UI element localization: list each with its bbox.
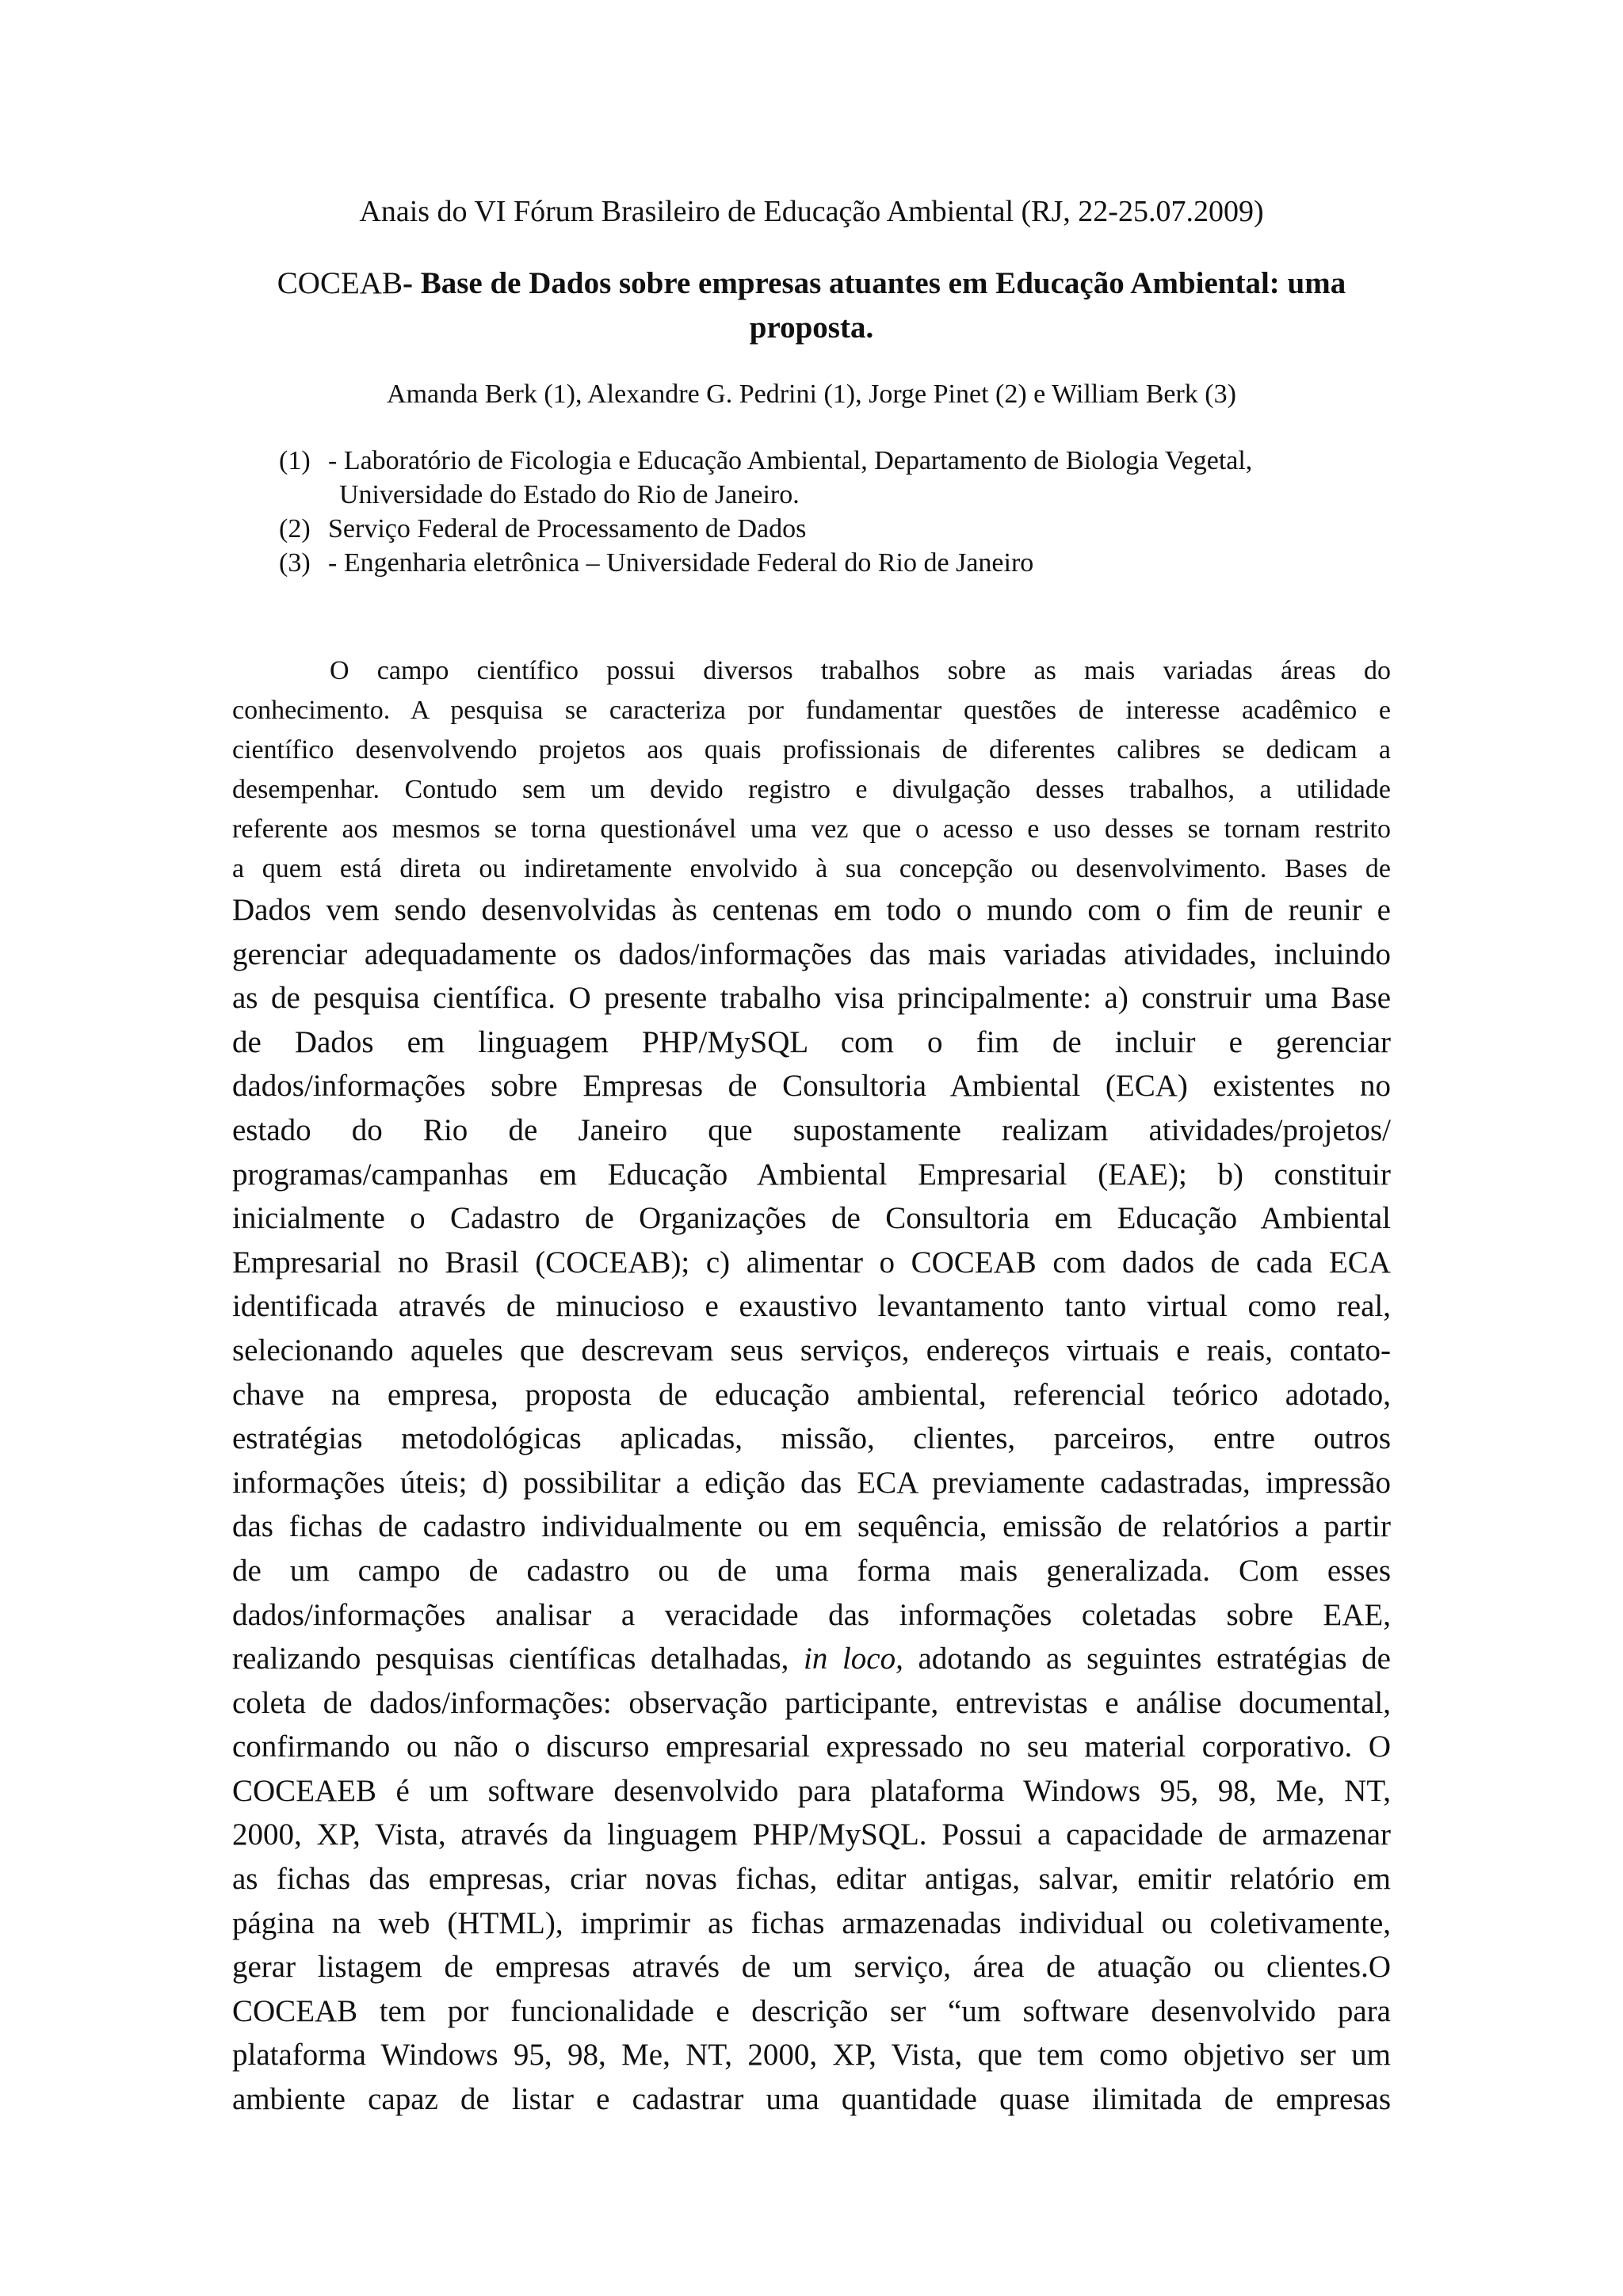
- author-list: Amanda Berk (1), Alexandre G. Pedrini (1), Jorge Pinet (2) e William Berk (3): [387, 379, 1236, 409]
- text-line: estado do Rio de Janeiro que supostamente realizam atividades/projetos/: [232, 1112, 1391, 1147]
- title-line-1: [238, 261, 1385, 306]
- affiliation-text-cont: Universidade do Estado do Rio de Janeiro.: [339, 480, 800, 509]
- title-bold-2: proposta.: [749, 311, 874, 345]
- text-line: página na web (HTML), imprimir as fichas armazenadas individual ou coletivamente,: [232, 1905, 1391, 1940]
- affiliation-number: (2): [279, 514, 311, 543]
- affiliation-text: - Laboratório de Ficologia e Educação Ambiental, Departamento de Biologia Vegetal,: [328, 446, 1253, 475]
- text-line: das fichas de cadastro individualmente ou em sequência, emissão de relatórios a partir: [232, 1509, 1391, 1544]
- text-line: gerenciar adequadamente os dados/informações das mais variadas atividades, incluindo: [232, 936, 1391, 971]
- affiliation-item: [279, 512, 1420, 546]
- text-line: desempenhar. Contudo sem um devido registro e divulgação desses trabalhos, a utilidade: [232, 775, 1391, 804]
- affiliation-text: - Engenharia eletrônica – Universidade Federal do Rio de Janeiro: [328, 548, 1034, 578]
- text-line: as de pesquisa científica. O presente trabalho visa principalmente: a) construir uma Base: [232, 981, 1391, 1016]
- affiliation-list: [279, 444, 1420, 580]
- text-line: referente aos mesmos se torna questionável uma vez que o acesso e uso desses se tornam restrito: [232, 814, 1391, 844]
- text-line: chave na empresa, proposta de educação ambiental, referencial teórico adotado,: [232, 1377, 1391, 1412]
- text-line-with-italic: realizando pesquisas científicas detalhadas, in loco, adotando as seguintes estratégias de: [232, 1642, 1391, 1676]
- text-line: COCEAB tem por funcionalidade e descrição ser “um software desenvolvido para: [232, 1993, 1391, 2028]
- abstract-small-block: [232, 651, 1391, 889]
- affiliation-item: [279, 546, 1420, 580]
- text-line: estratégias metodológicas aplicadas, missão, clientes, parceiros, entre outros: [232, 1421, 1391, 1456]
- title-line-2: [238, 306, 1385, 350]
- affiliation-number: (1): [279, 446, 311, 475]
- text-line: Dados vem sendo desenvolvidas às centenas em todo o mundo com o fim de reunir e: [232, 893, 1391, 927]
- text-line: ambiente capaz de listar e cadastrar uma quantidade quase ilimitada de empresas: [232, 2082, 1391, 2117]
- text-line: de Dados em linguagem PHP/MySQL com o fim de incluir e gerenciar: [232, 1024, 1391, 1059]
- title-bold-1: - Base de Dados sobre empresas atuantes em Educação Ambiental: uma: [402, 266, 1346, 300]
- text-line: inicialmente o Cadastro de Organizações de Consultoria em Educação Ambiental: [232, 1201, 1391, 1236]
- affiliation-text: Serviço Federal de Processamento de Dados: [328, 514, 807, 543]
- text-line: 2000, XP, Vista, através da linguagem PHP/MySQL. Possui a capacidade de armazenar: [232, 1817, 1391, 1852]
- text-line: confirmando ou não o discurso empresarial expressado no seu material corporativo. O: [232, 1730, 1391, 1764]
- affiliation-item: [279, 444, 1420, 512]
- text-line: científico desenvolvendo projetos aos quais profissionais de diferentes calibres se dedicam a: [232, 735, 1391, 765]
- text-line: as fichas das empresas, criar novas fichas, editar antigas, salvar, emitir relatório em: [232, 1862, 1391, 1897]
- text-line: selecionando aqueles que descrevam seus serviços, endereços virtuais e reais, contato-: [232, 1333, 1391, 1367]
- text-line: de um campo de cadastro ou de uma forma mais generalizada. Com esses: [232, 1553, 1391, 1588]
- text-line: programas/campanhas em Educação Ambiental Empresarial (EAE); b) constituir: [232, 1157, 1391, 1192]
- abstract-body-block: [232, 888, 1391, 2122]
- text-line: identificada através de minucioso e exaustivo levantamento tanto virtual como real,: [232, 1289, 1391, 1324]
- text-line: dados/informações analisar a veracidade das informações coletadas sobre EAE,: [232, 1597, 1391, 1632]
- text-line: conhecimento. A pesquisa se caracteriza por fundamentar questões de interesse acadêmico e: [232, 696, 1391, 725]
- text-line: gerar listagem de empresas através de um serviço, área de atuação ou clientes.O: [232, 1950, 1391, 1985]
- text-line: Empresarial no Brasil (COCEAB); c) alimentar o COCEAB com dados de cada ECA: [232, 1245, 1391, 1280]
- title-prefix: COCEAB: [277, 266, 403, 300]
- text-line: a quem está direta ou indiretamente envolvido à sua concepção ou desenvolvimento. Bases de: [232, 854, 1391, 883]
- text-line: coleta de dados/informações: observação participante, entrevistas e análise documental,: [232, 1685, 1391, 1720]
- text-line: informações úteis; d) possibilitar a edição das ECA previamente cadastradas, impressão: [232, 1465, 1391, 1500]
- text-line: COCEAEB é um software desenvolvido para plataforma Windows 95, 98, Me, NT,: [232, 1773, 1391, 1808]
- text-line: O campo científico possui diversos trabalhos sobre as mais variadas áreas do: [330, 656, 1391, 685]
- text-line: plataforma Windows 95, 98, Me, NT, 2000, XP, Vista, que tem como objetivo ser um: [232, 2038, 1391, 2073]
- paper-title: [238, 261, 1385, 350]
- italic-term: in loco,: [803, 1642, 903, 1676]
- text-line: dados/informações sobre Empresas de Consultoria Ambiental (ECA) existentes no: [232, 1069, 1391, 1104]
- affiliation-number: (3): [279, 548, 311, 578]
- proceedings-header: Anais do VI Fórum Brasileiro de Educação Ambiental (RJ, 22-25.07.2009): [359, 195, 1264, 228]
